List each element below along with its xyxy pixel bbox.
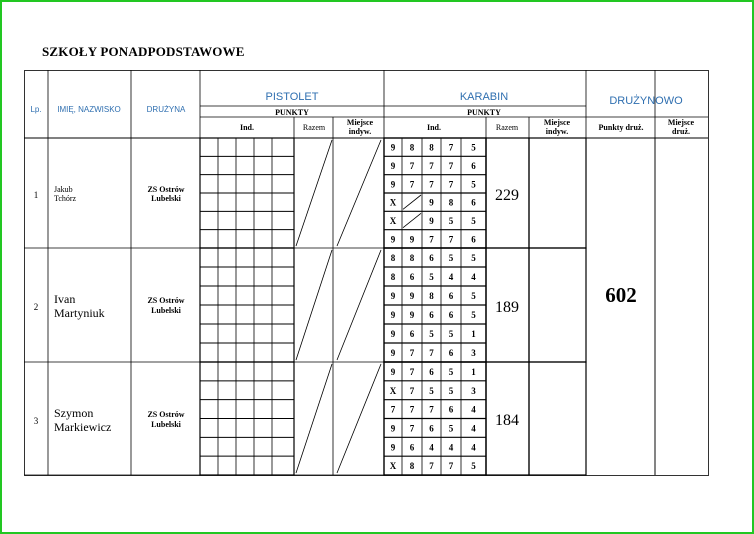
karabin-score-cell: 8 — [409, 142, 415, 153]
karabin-score-cell: 9 — [429, 216, 434, 226]
karabin-score-cell: 6 — [409, 329, 415, 339]
pistolet-razem-slash — [296, 140, 332, 246]
karabin-score-cell: 5 — [448, 253, 454, 263]
karabin-score-cell: 6 — [429, 310, 434, 320]
header-karabin-miejsce-1: Miejsce — [543, 118, 571, 127]
competitor-3-lp: 3 — [33, 416, 39, 426]
pistolet-miejsce-slash — [337, 250, 381, 360]
header-pistolet-miejsce-1: Miejsce — [346, 118, 374, 127]
karabin-score-cell: 7 — [448, 161, 454, 171]
karabin-score-cell: 7 — [448, 234, 454, 245]
karabin-score-cell: 9 — [390, 442, 396, 453]
competitor-3-karabin-total: 184 — [495, 412, 519, 429]
karabin-score-cell: 4 — [471, 404, 476, 415]
competitor-1-team-1: ZS Ostrów — [147, 185, 185, 194]
karabin-score-cell: 7 — [409, 366, 415, 377]
results-table — [24, 70, 710, 478]
karabin-score-cell: 6 — [429, 366, 434, 377]
competitor-2-name-1: Ivan — [54, 292, 76, 306]
karabin-score-cell: X — [389, 197, 397, 208]
karabin-score-cell: 6 — [471, 234, 476, 245]
karabin-score-cell: 8 — [390, 272, 396, 282]
karabin-score-cell: 8 — [429, 142, 434, 153]
karabin-score-cell: 6 — [448, 291, 454, 301]
header-pistolet-punkty: PUNKTY — [275, 108, 309, 117]
karabin-score-cell: 7 — [429, 161, 434, 171]
pistolet-razem-slash — [296, 364, 332, 473]
competitor-2-karabin-total: 189 — [495, 299, 519, 316]
header-karabin: KARABIN — [459, 91, 509, 103]
karabin-score-cell: 6 — [409, 442, 415, 453]
karabin-score-cell: X — [389, 385, 397, 396]
karabin-score-cell: 7 — [448, 461, 454, 472]
karabin-score-cell: 7 — [429, 461, 434, 472]
karabin-score-cell: 1 — [471, 366, 476, 377]
karabin-score-cell: 5 — [471, 310, 476, 320]
karabin-score-cell: 6 — [409, 272, 415, 282]
karabin-score-cell: 7 — [429, 179, 434, 190]
karabin-score-cell: 5 — [429, 385, 434, 396]
header-karabin-miejsce-2: indyw. — [545, 127, 569, 136]
karabin-score-cell: 7 — [429, 234, 434, 245]
karabin-score-cell: 4 — [471, 442, 476, 453]
header-karabin-razem: Razem — [495, 123, 519, 132]
karabin-score-cell: 5 — [471, 142, 476, 153]
competitor-3-team-2: Lubelski — [151, 420, 181, 429]
karabin-score-cell: 7 — [409, 348, 415, 358]
competitor-3-name-2: Markiewicz — [54, 420, 112, 434]
header-pistolet: PISTOLET — [265, 91, 319, 103]
grid-box — [529, 362, 586, 475]
karabin-score-cell: 4 — [429, 442, 434, 453]
pistolet-razem-slash — [296, 250, 332, 360]
karabin-score-cell: 7 — [448, 142, 454, 153]
competitor-2-name-2: Martyniuk — [54, 306, 105, 320]
competitor-3-name-1: Szymon — [54, 406, 94, 420]
karabin-score-cell: 3 — [471, 385, 476, 396]
karabin-score-cell: 9 — [390, 161, 396, 171]
karabin-score-cell: 7 — [409, 179, 415, 190]
grid-box — [529, 248, 586, 362]
competitor-2-lp: 2 — [33, 302, 39, 312]
karabin-score-cell: 8 — [448, 197, 454, 208]
karabin-score-cell: 4 — [471, 423, 476, 434]
karabin-score-cell: 3 — [471, 348, 476, 358]
karabin-score-cell: 5 — [448, 385, 454, 396]
karabin-score-cell: 6 — [448, 348, 454, 358]
karabin-empty-slash — [403, 213, 421, 227]
competitor-2-team-2: Lubelski — [151, 306, 181, 315]
karabin-score-cell: 5 — [429, 329, 434, 339]
karabin-score-cell: 5 — [448, 423, 454, 434]
karabin-score-cell: 5 — [471, 179, 476, 190]
karabin-score-cell: 9 — [409, 234, 415, 245]
karabin-score-cell: 6 — [471, 161, 476, 171]
karabin-score-cell: 6 — [471, 197, 476, 208]
karabin-score-cell: 4 — [448, 442, 454, 453]
karabin-score-cell: 9 — [390, 348, 396, 358]
karabin-score-cell: 6 — [448, 404, 454, 415]
header-pistolet-razem: Razem — [302, 123, 326, 132]
karabin-score-cell: 5 — [471, 291, 476, 301]
header-druzynowo: DRUŻYNOWO — [609, 95, 683, 107]
karabin-score-cell: 7 — [429, 348, 434, 358]
header-pistolet-miejsce-2: indyw. — [348, 127, 372, 136]
karabin-score-cell: X — [389, 461, 397, 472]
karabin-score-cell: 5 — [429, 272, 434, 282]
karabin-score-cell: 1 — [471, 329, 476, 339]
karabin-score-cell: 7 — [390, 404, 396, 415]
karabin-score-cell: 5 — [448, 366, 454, 377]
team-total: 602 — [605, 283, 637, 307]
karabin-score-cell: 9 — [390, 310, 396, 320]
header-karabin-punkty: PUNKTY — [467, 108, 501, 117]
pistolet-miejsce-slash — [337, 140, 381, 246]
competitor-3-team-1: ZS Ostrów — [147, 410, 185, 419]
karabin-score-cell: 8 — [409, 461, 415, 472]
competitor-1-team-2: Lubelski — [151, 194, 181, 203]
karabin-score-cell: 5 — [448, 216, 454, 226]
karabin-score-cell: 5 — [471, 216, 476, 226]
header-punkty-druz: Punkty druż. — [598, 123, 644, 132]
karabin-score-cell: 7 — [429, 404, 434, 415]
karabin-score-cell: 7 — [409, 385, 415, 396]
karabin-score-cell: 8 — [390, 253, 396, 263]
header-name: IMIĘ, NAZWISKO — [57, 105, 121, 114]
karabin-score-cell: 5 — [448, 329, 454, 339]
header-pistolet-ind: Ind. — [239, 123, 255, 132]
karabin-score-cell: 7 — [409, 161, 415, 171]
karabin-score-cell: 9 — [390, 329, 396, 339]
karabin-score-cell: 9 — [390, 423, 396, 434]
header-miejsce-druz-1: Miejsce — [667, 118, 695, 127]
karabin-score-cell: 7 — [409, 404, 415, 415]
karabin-score-cell: X — [389, 216, 397, 226]
karabin-score-cell: 9 — [409, 291, 415, 301]
karabin-score-cell: 8 — [429, 291, 434, 301]
header-karabin-ind: Ind. — [426, 123, 442, 132]
karabin-score-cell: 7 — [448, 179, 454, 190]
karabin-score-cell: 6 — [429, 423, 434, 434]
header-miejsce-druz-2: druż. — [672, 127, 690, 136]
karabin-score-cell: 9 — [390, 291, 396, 301]
karabin-score-cell: 4 — [448, 272, 454, 282]
karabin-score-cell: 9 — [409, 310, 415, 320]
karabin-score-cell: 9 — [390, 142, 396, 153]
competitor-1-name-1: Jakub — [54, 185, 73, 194]
karabin-score-cell: 6 — [429, 253, 434, 263]
pistolet-miejsce-slash — [337, 364, 381, 473]
karabin-score-cell: 9 — [390, 179, 396, 190]
competitor-1-name-2: Tchórz — [54, 194, 77, 203]
karabin-score-cell: 5 — [471, 253, 476, 263]
karabin-score-cell: 7 — [409, 423, 415, 434]
competitor-2-team-1: ZS Ostrów — [147, 296, 185, 305]
karabin-score-cell: 9 — [390, 234, 396, 245]
karabin-score-cell: 9 — [390, 366, 396, 377]
grid-box — [529, 138, 586, 248]
competitor-1-lp: 1 — [33, 190, 39, 200]
karabin-score-cell: 4 — [471, 272, 476, 282]
page-title: SZKOŁY PONADPODSTAWOWE — [42, 44, 245, 59]
competitor-1-karabin-total: 229 — [495, 187, 519, 204]
karabin-score-cell: 8 — [409, 253, 415, 263]
header-lp: Lp. — [30, 105, 42, 114]
karabin-empty-slash — [403, 195, 421, 209]
header-team: DRUŻYNA — [146, 105, 186, 114]
karabin-score-cell: 6 — [448, 310, 454, 320]
karabin-score-cell: 9 — [429, 197, 434, 208]
karabin-score-cell: 5 — [471, 461, 476, 472]
